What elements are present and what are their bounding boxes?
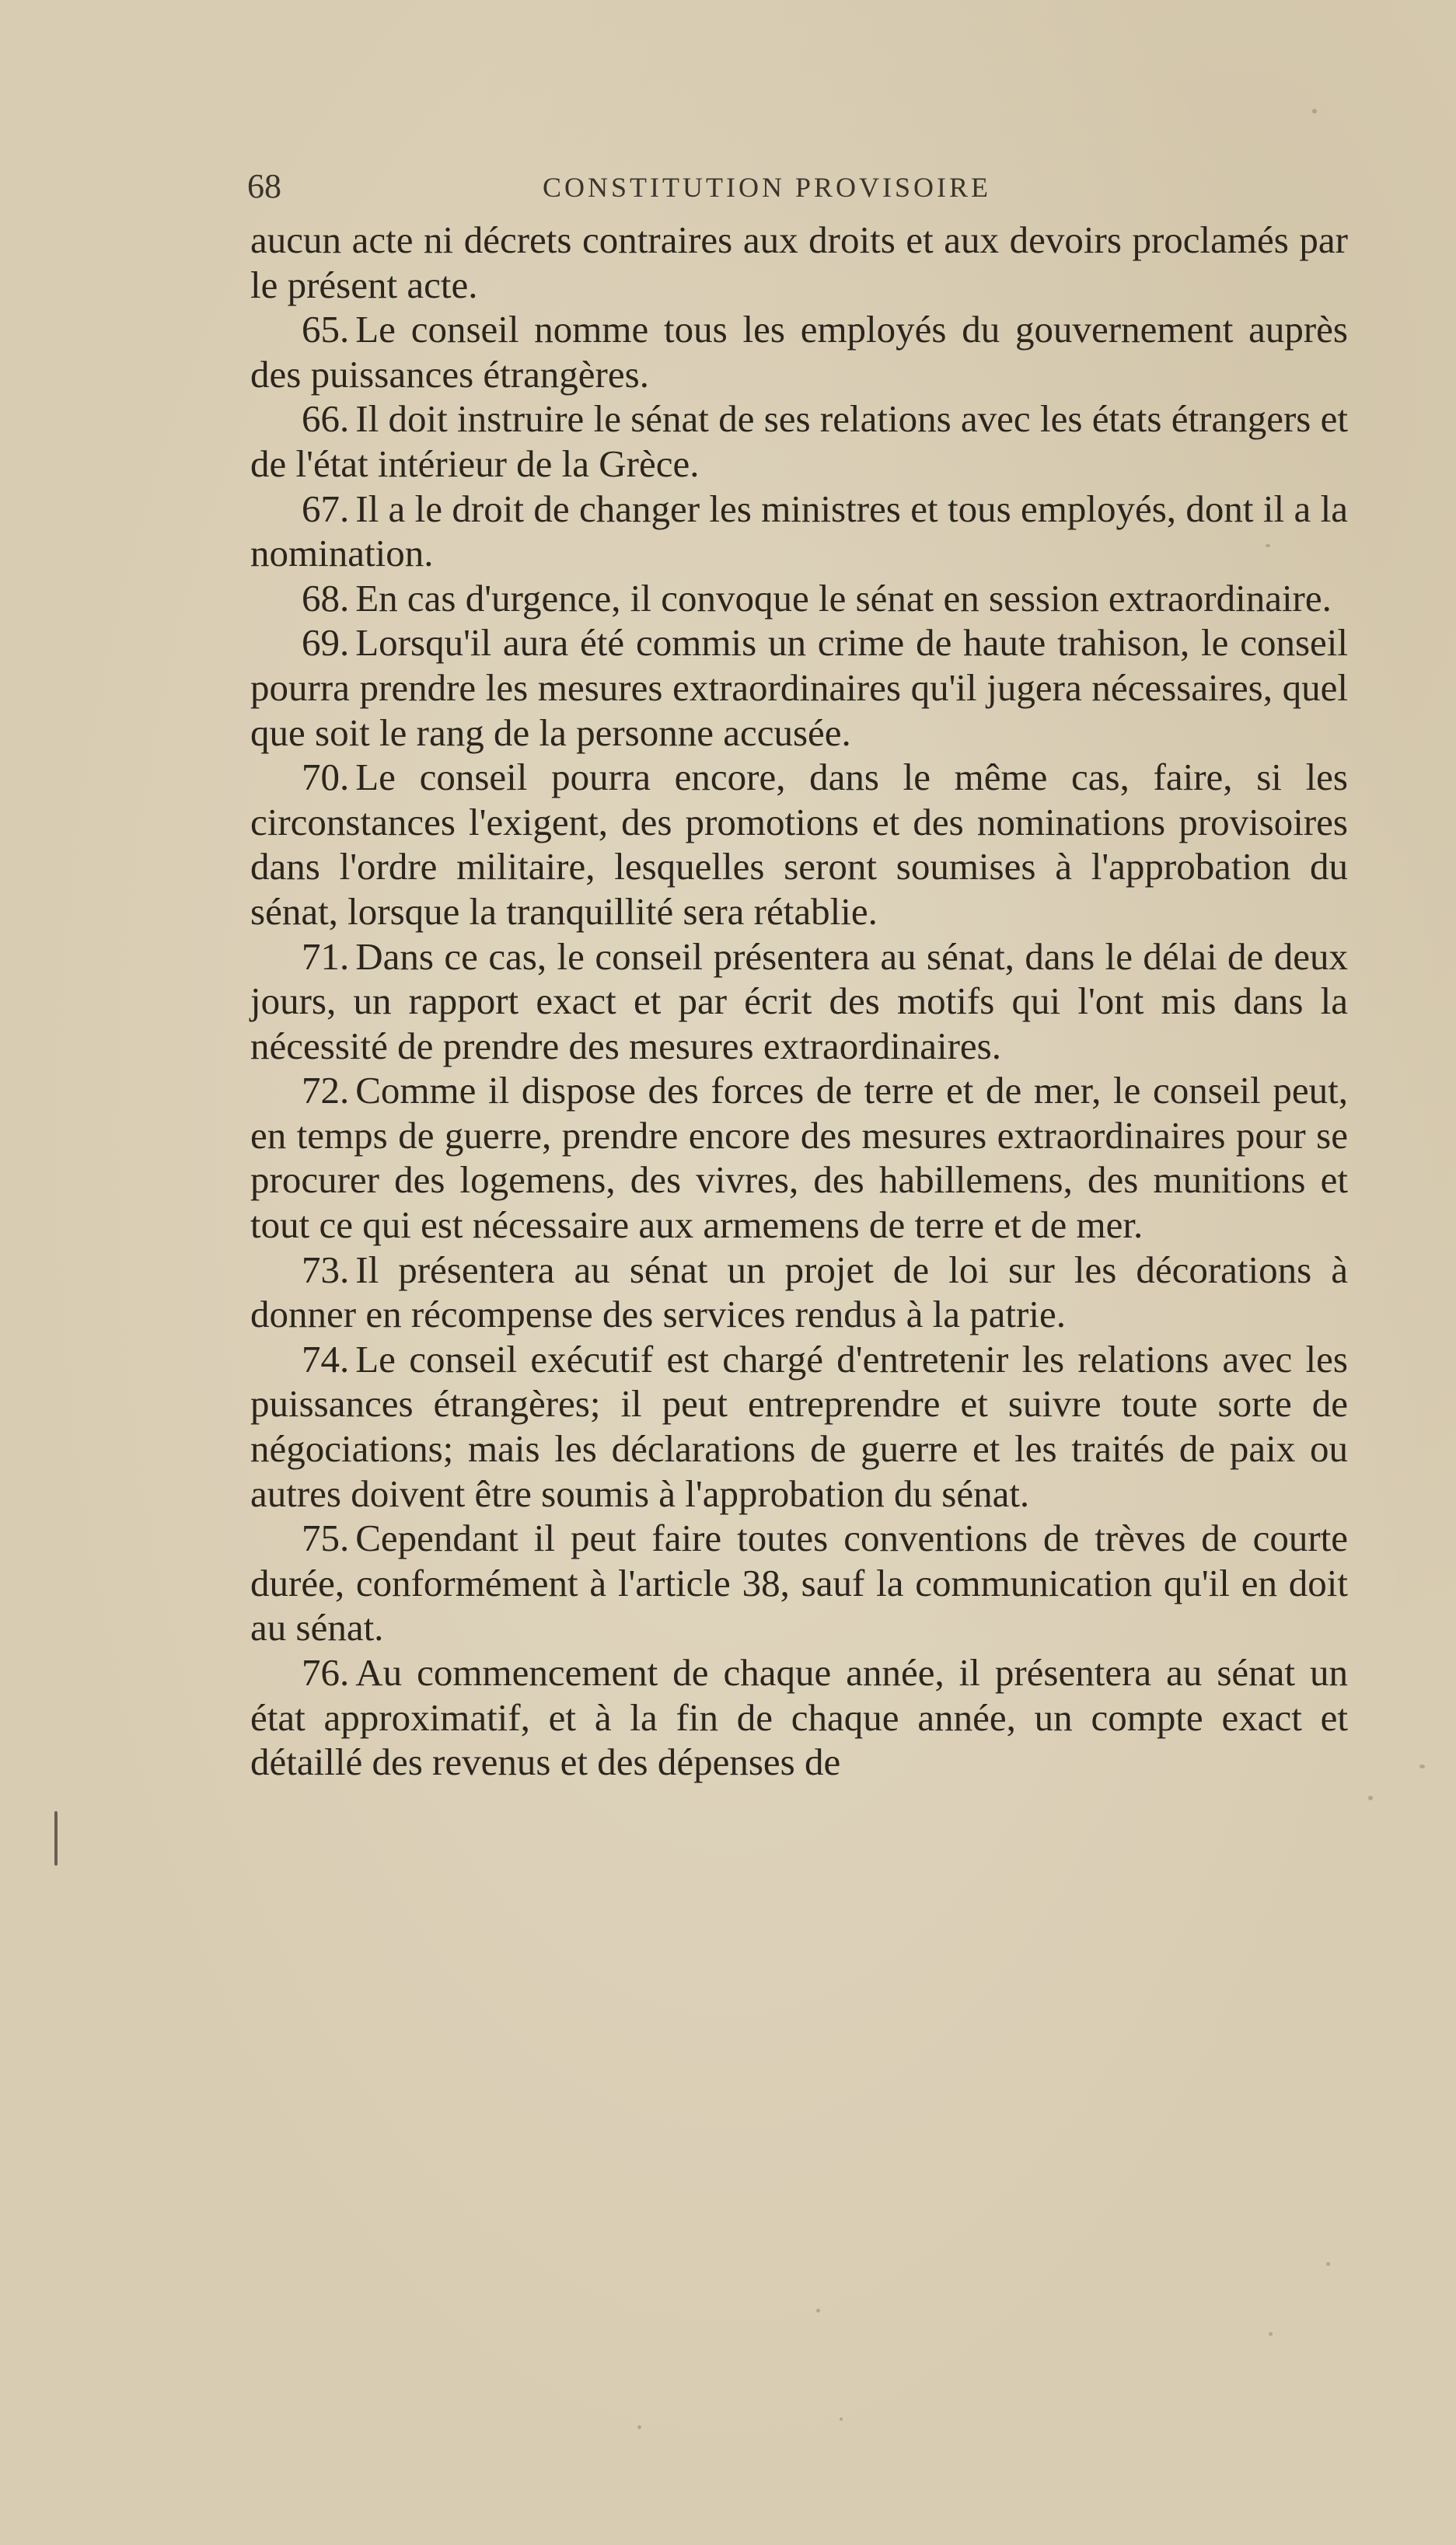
article-76: [250, 1650, 1348, 1785]
paragraph-text: aucun acte ni décrets contraires aux droits et aux devoirs proclamés par le présent acte.: [250, 218, 1348, 306]
article-text: Lorsqu'il aura été commis un crime de haute trahison, le conseil pourra prendre les mesures extraordinaires qu'il jugera nécessaires, quel que soit le rang de la personne accusée.: [250, 621, 1348, 754]
foxing-spot: [1326, 2262, 1330, 2266]
article-text: Il a le droit de changer les ministres et tous employés, dont il a la nomination.: [250, 487, 1348, 575]
article-number: 75.: [302, 1517, 350, 1560]
article-number: 71.: [302, 934, 350, 978]
foxing-spot: [1269, 2332, 1273, 2336]
foxing-spot: [1312, 109, 1317, 113]
article-text: Il présentera au sénat un projet de loi sur les décorations à donner en récompense des services rendus à la patrie.: [250, 1248, 1348, 1336]
page-number: 68: [247, 167, 281, 205]
article-number: 67.: [302, 487, 350, 530]
article-65: [250, 307, 1348, 396]
article-text: Comme il dispose des forces de terre et de mer, le conseil peut, en temps de guerre, prendre encore des mesures extraordinaires pour se procurer des logemens, des vivres, des habillemens, des munitions et tout ce qui est nécessaire aux armemens de terre et de mer.: [250, 1069, 1348, 1247]
article-74: [250, 1337, 1348, 1516]
article-number: 73.: [302, 1248, 350, 1291]
article-text: Le conseil pourra encore, dans le même cas, faire, si les circonstances l'exigent, des promotions et des nominations provisoires dans l'ordre militaire, lesquelles seront soumises à l'approbation du sénat, lorsque la tranquillité sera rétablie.: [250, 756, 1348, 933]
ink-mark: [54, 1811, 58, 1866]
article-68: [250, 576, 1348, 621]
paragraph-continued: [250, 218, 1348, 307]
article-number: 66.: [302, 397, 350, 441]
article-70: [250, 755, 1348, 934]
article-75: [250, 1516, 1348, 1650]
article-number: 72.: [302, 1069, 350, 1112]
foxing-spot: [840, 2418, 843, 2421]
article-number: 76.: [302, 1651, 350, 1694]
article-72: [250, 1068, 1348, 1247]
article-number: 70.: [302, 756, 350, 799]
article-number: 69.: [302, 621, 350, 665]
foxing-spot: [637, 2425, 641, 2429]
article-73: [250, 1248, 1348, 1337]
article-number: 65.: [302, 308, 350, 351]
running-head: [247, 166, 1056, 213]
body-text: [250, 218, 1348, 1785]
running-title: CONSTITUTION PROVISOIRE: [543, 172, 991, 203]
article-text: Cependant il peut faire toutes conventions de trèves de courte durée, conformément à l'article 38, sauf la communication qu'il en doit au sénat.: [250, 1517, 1348, 1650]
article-69: [250, 620, 1348, 755]
article-66: [250, 396, 1348, 486]
article-text: Le conseil nomme tous les employés du gouvernement auprès des puissances étrangères.: [250, 308, 1348, 396]
article-text: Dans ce cas, le conseil présentera au sénat, dans le délai de deux jours, un rapport exact et par écrit des motifs qui l'ont mis dans la nécessité de prendre des mesures extraordinaires.: [250, 934, 1348, 1067]
article-71: [250, 934, 1348, 1069]
foxing-spot: [1368, 1796, 1373, 1800]
article-text: En cas d'urgence, il convoque le sénat en session extraordinaire.: [355, 576, 1332, 620]
foxing-spot: [1419, 1765, 1425, 1768]
article-number: 68.: [302, 576, 350, 620]
article-67: [250, 487, 1348, 576]
article-text: Il doit instruire le sénat de ses relations avec les états étrangers et de l'état intérieur de la Grèce.: [250, 397, 1348, 485]
article-text: Le conseil exécutif est chargé d'entretenir les relations avec les puissances étrangères; il peut entreprendre et suivre toute sorte de négociations; mais les déclarations de guerre et les traités de paix ou autres doivent être soumis à l'approbation du sénat.: [250, 1337, 1348, 1515]
foxing-spot: [816, 2309, 820, 2313]
article-text: Au commencement de chaque année, il présentera au sénat un état approximatif, et à la fin de chaque année, un compte exact et détaillé des revenus et des dépenses de: [250, 1651, 1348, 1784]
article-number: 74.: [302, 1337, 350, 1381]
